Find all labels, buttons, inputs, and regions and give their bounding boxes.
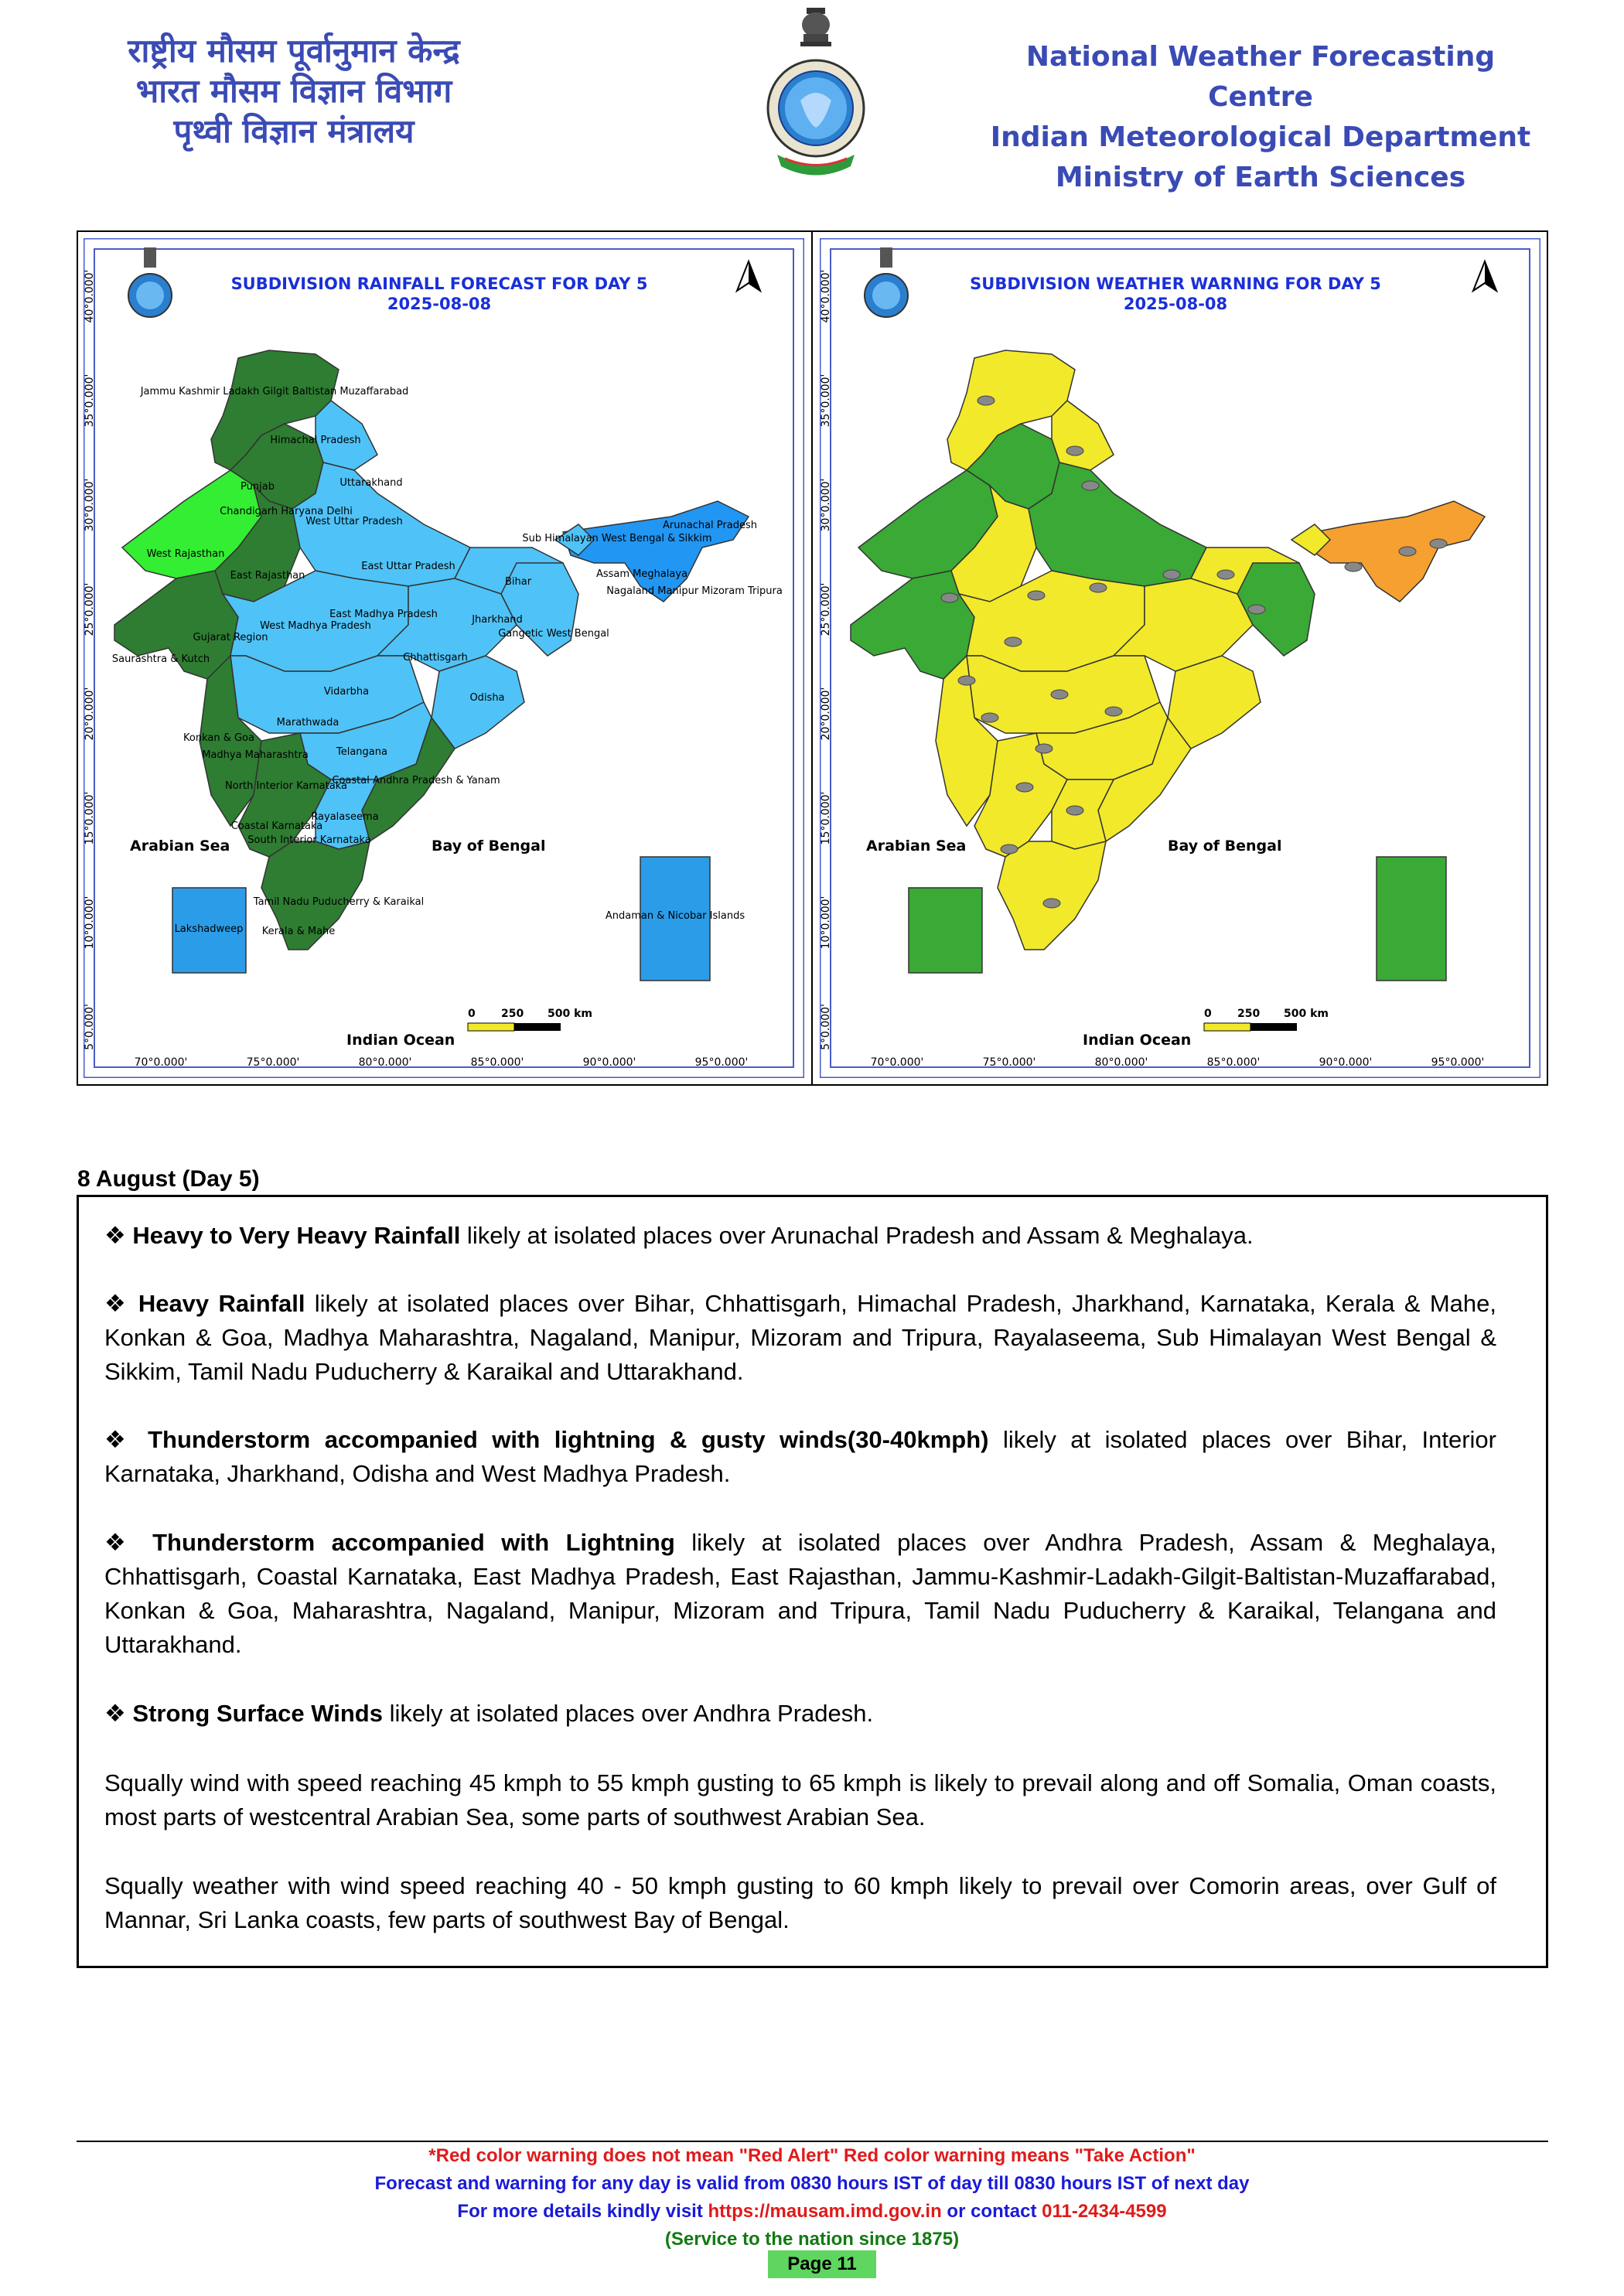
lon-tick: 80°0.000' <box>358 1056 412 1069</box>
sea-indian-ocean: Indian Ocean <box>1083 1032 1192 1049</box>
paragraph-heavy-rainfall <box>104 1287 1496 1389</box>
label-haryana: Chandigarh Haryana Delhi <box>220 506 353 517</box>
label-sik: South Interior Karnataka <box>247 834 371 846</box>
lat-tick: 5°0.000' <box>820 1004 832 1050</box>
footer-phone: 011-2434-4599 <box>1042 2201 1167 2222</box>
bullet-icon: ❖ <box>104 1529 136 1557</box>
sea-indian-ocean: Indian Ocean <box>346 1032 455 1049</box>
map-title: SUBDIVISION WEATHER WARNING FOR DAY 5 <box>970 275 1381 293</box>
label-shwb-sikkim: Sub Himalayan West Bengal & Sikkim <box>522 533 712 544</box>
label-gwb: Gangetic West Bengal <box>498 628 609 640</box>
sea-bay-of-bengal: Bay of Bengal <box>1168 838 1282 855</box>
lon-tick: 95°0.000' <box>1431 1056 1485 1069</box>
lon-tick: 95°0.000' <box>694 1056 749 1069</box>
label-bihar: Bihar <box>504 576 532 588</box>
label-saurashtra: Saurashtra & Kutch <box>111 653 210 665</box>
paragraph-heavy-very-heavy <box>104 1219 1496 1253</box>
label-uttarakhand: Uttarakhand <box>339 477 403 489</box>
sea-arabian: Arabian Sea <box>130 838 230 855</box>
lon-tick: 80°0.000' <box>1094 1056 1148 1069</box>
lat-tick: 30°0.000' <box>84 478 96 532</box>
english-line-3: Ministry of Earth Sciences <box>1055 162 1466 193</box>
rainfall-forecast-map <box>84 238 804 1078</box>
label-gujarat: Gujarat Region <box>193 632 268 643</box>
lon-tick: 85°0.000' <box>470 1056 524 1069</box>
para-text: likely at isolated places over Bihar, Interior Karnataka, Jharkhand, Odisha and West Madhya Pradesh. <box>104 1426 1496 1487</box>
label-vidarbha: Vidarbha <box>323 686 370 698</box>
inset-label-andaman: Andaman & Nicobar Islands <box>605 910 745 922</box>
english-header <box>982 37 1539 198</box>
label-assam: Assam Meghalaya <box>595 568 688 580</box>
page-number: Page 11 <box>768 2250 876 2278</box>
footer-validity: Forecast and warning for any day is valid from 0830 hours IST of day till 0830 hours IST of next day <box>374 2173 1250 2194</box>
label-coastal-andhra: Coastal Andhra Pradesh & Yanam <box>332 775 500 786</box>
footer-website-link[interactable]: https://mausam.imd.gov.in <box>708 2201 942 2222</box>
label-east-up: East Uttar Pradesh <box>361 561 455 572</box>
lon-tick: 75°0.000' <box>982 1056 1036 1069</box>
svg-text:500 km: 500 km <box>548 1008 592 1020</box>
label-tamil-nadu: Tamil Nadu Puducherry & Karaikal <box>253 896 425 908</box>
label-east-mp: East Madhya Pradesh <box>329 609 438 620</box>
lat-tick: 35°0.000' <box>84 374 96 428</box>
map-title: SUBDIVISION RAINFALL FORECAST FOR DAY 5 <box>230 275 648 293</box>
label-kerala: Kerala & Mahe <box>261 926 336 937</box>
lat-tick: 20°0.000' <box>820 687 832 741</box>
lat-tick: 30°0.000' <box>820 478 832 532</box>
para-text: likely at isolated places over Arunachal Pradesh and Assam & Meghalaya. <box>460 1222 1254 1249</box>
label-odisha: Odisha <box>469 692 505 704</box>
label-nik: North Interior Karnataka <box>225 780 347 792</box>
paragraph-strong-winds <box>104 1697 1496 1731</box>
hindi-line-2: भारत मौसम विज्ञान विभाग <box>135 72 452 110</box>
label-marathwada: Marathwada <box>276 717 339 728</box>
label-west-rajasthan: West Rajasthan <box>146 548 225 560</box>
hindi-header <box>77 31 510 152</box>
sea-arabian: Arabian Sea <box>866 838 967 855</box>
label-rayalaseema: Rayalaseema <box>311 811 379 823</box>
english-line-2: Indian Meteorological Department <box>990 121 1531 153</box>
label-telangana: Telangana <box>336 746 387 758</box>
lon-tick: 90°0.000' <box>582 1056 636 1069</box>
bullet-icon: ❖ <box>104 1290 129 1318</box>
label-madhya-maharashtra: Madhya Maharashtra <box>202 749 309 761</box>
para-bold: Strong Surface Winds <box>132 1700 383 1727</box>
lat-tick: 25°0.000' <box>820 582 832 636</box>
bullet-icon: ❖ <box>104 1700 126 1728</box>
andaman-inset <box>1377 857 1446 981</box>
bullet-icon: ❖ <box>104 1426 134 1454</box>
hindi-line-1: राष्ट्रीय मौसम पूर्वानुमान केन्द्र <box>128 32 460 70</box>
label-punjab: Punjab <box>241 481 275 493</box>
paragraph-thunderstorm-gusty <box>104 1423 1496 1491</box>
hindi-line-3: पृथ्वी विज्ञान मंत्रालय <box>173 112 415 150</box>
label-east-rajasthan: East Rajasthan <box>230 570 305 582</box>
lat-tick: 40°0.000' <box>820 269 832 323</box>
lat-tick: 15°0.000' <box>820 791 832 845</box>
svg-text:500 km: 500 km <box>1284 1008 1329 1020</box>
map-date: 2025-08-08 <box>1123 295 1228 313</box>
lat-tick: 35°0.000' <box>820 374 832 428</box>
label-west-mp: West Madhya Pradesh <box>260 620 371 632</box>
lat-tick: 10°0.000' <box>84 896 96 950</box>
para-bold: Thunderstorm accompanied with lightning & gusty winds(30-40kmph) <box>148 1426 989 1453</box>
label-konkan: Konkan & Goa <box>183 732 254 744</box>
para-text: likely at isolated places over Andhra Pradesh. <box>382 1700 874 1727</box>
lon-tick: 90°0.000' <box>1319 1056 1373 1069</box>
svg-text:0: 0 <box>468 1008 476 1020</box>
label-coastal-karnataka: Coastal Karnataka <box>230 820 323 832</box>
maps-divider <box>811 230 813 1086</box>
lat-tick: 10°0.000' <box>820 896 832 950</box>
para-bold: Thunderstorm accompanied with Lightning <box>152 1529 675 1556</box>
label-jk: Jammu Kashmir Ladakh Gilgit Baltistan Muzaffarabad <box>140 386 409 397</box>
sea-bay-of-bengal: Bay of Bengal <box>432 838 546 855</box>
footer-service: (Service to the nation since 1875) <box>664 2229 960 2250</box>
label-jharkhand: Jharkhand <box>472 614 523 626</box>
label-arunachal: Arunachal Pradesh <box>663 520 757 531</box>
svg-text:0: 0 <box>1204 1008 1212 1020</box>
footer-red-warning: *Red color warning does not mean "Red Alert" Red color warning means "Take Action" <box>428 2145 1196 2166</box>
lat-tick: 40°0.000' <box>84 269 96 323</box>
paragraph-squally-wind: Squally wind with speed reaching 45 kmph to 55 kmph gusting to 65 kmph is likely to prevail along and off Somalia, Oman coasts, most parts of westcentral Arabian Sea, some parts of southwest Arabian Sea. <box>104 1769 1496 1830</box>
inset-label-lakshadweep: Lakshadweep <box>174 923 244 935</box>
lat-tick: 25°0.000' <box>84 582 96 636</box>
english-line-1: National Weather Forecasting Centre <box>1025 41 1496 113</box>
lon-tick: 70°0.000' <box>134 1056 188 1069</box>
lon-tick: 75°0.000' <box>246 1056 300 1069</box>
label-hp: Himachal Pradesh <box>270 435 361 446</box>
para-text: likely at isolated places over Bihar, Chhattisgarh, Himachal Pradesh, Jharkhand, Karnataka, Kerala & Mahe, Konkan & Goa, Madhya Maharashtra, Nagaland, Manipur, Mizoram and Tripura, Rayalaseema, Sub Himalayan West Bengal & Sikkim, Tamil Nadu Puducherry & Karaikal and Uttarakhand. <box>104 1290 1496 1385</box>
footer-contact <box>0 2198 1624 2226</box>
para-text: likely at isolated places over Andhra Pradesh, Assam & Meghalaya, Chhattisgarh, Coastal Karnataka, East Madhya Pradesh, East Rajasthan, Jammu-Kashmir-Ladakh-Gilgit-Baltistan-Muzaffarabad, Konkan & Goa, Maharashtra, Nagaland, Manipur, Mizoram and Tripura, Tamil Nadu Puducherry & Karaikal, Telangana and Uttarakhand. <box>104 1529 1497 1658</box>
svg-text:250: 250 <box>1237 1008 1261 1020</box>
paragraph-thunderstorm-lightning <box>104 1526 1496 1662</box>
label-chhattisgarh: Chhattisgarh <box>403 652 468 664</box>
lon-tick: 85°0.000' <box>1206 1056 1261 1069</box>
lat-tick: 20°0.000' <box>84 687 96 741</box>
para-bold: Heavy to Very Heavy Rainfall <box>132 1222 461 1249</box>
map-date: 2025-08-08 <box>387 295 492 313</box>
imd-emblem-logo <box>754 0 878 186</box>
lon-tick: 70°0.000' <box>870 1056 924 1069</box>
svg-text:250: 250 <box>501 1008 524 1020</box>
label-nmmt: Nagaland Manipur Mizoram Tripura <box>606 585 783 597</box>
section-heading: 8 August (Day 5) <box>77 1166 260 1192</box>
footer-contact-prefix: For more details kindly visit <box>457 2201 708 2222</box>
lat-tick: 15°0.000' <box>84 791 96 845</box>
bullet-icon: ❖ <box>104 1222 126 1250</box>
lat-tick: 5°0.000' <box>84 1004 96 1050</box>
para-bold: Heavy Rainfall <box>138 1290 305 1317</box>
footer-contact-mid: or contact <box>941 2201 1042 2222</box>
lakshadweep-inset <box>909 888 982 973</box>
label-west-up: West Uttar Pradesh <box>305 516 403 527</box>
weather-warning-map <box>820 238 1540 1078</box>
paragraph-squally-weather: Squally weather with wind speed reaching 40 - 50 kmph gusting to 60 kmph likely to prevail over Comorin areas, over Gulf of Mannar, Sri Lanka coasts, few parts of southwest Bay of Bengal. <box>104 1872 1496 1933</box>
